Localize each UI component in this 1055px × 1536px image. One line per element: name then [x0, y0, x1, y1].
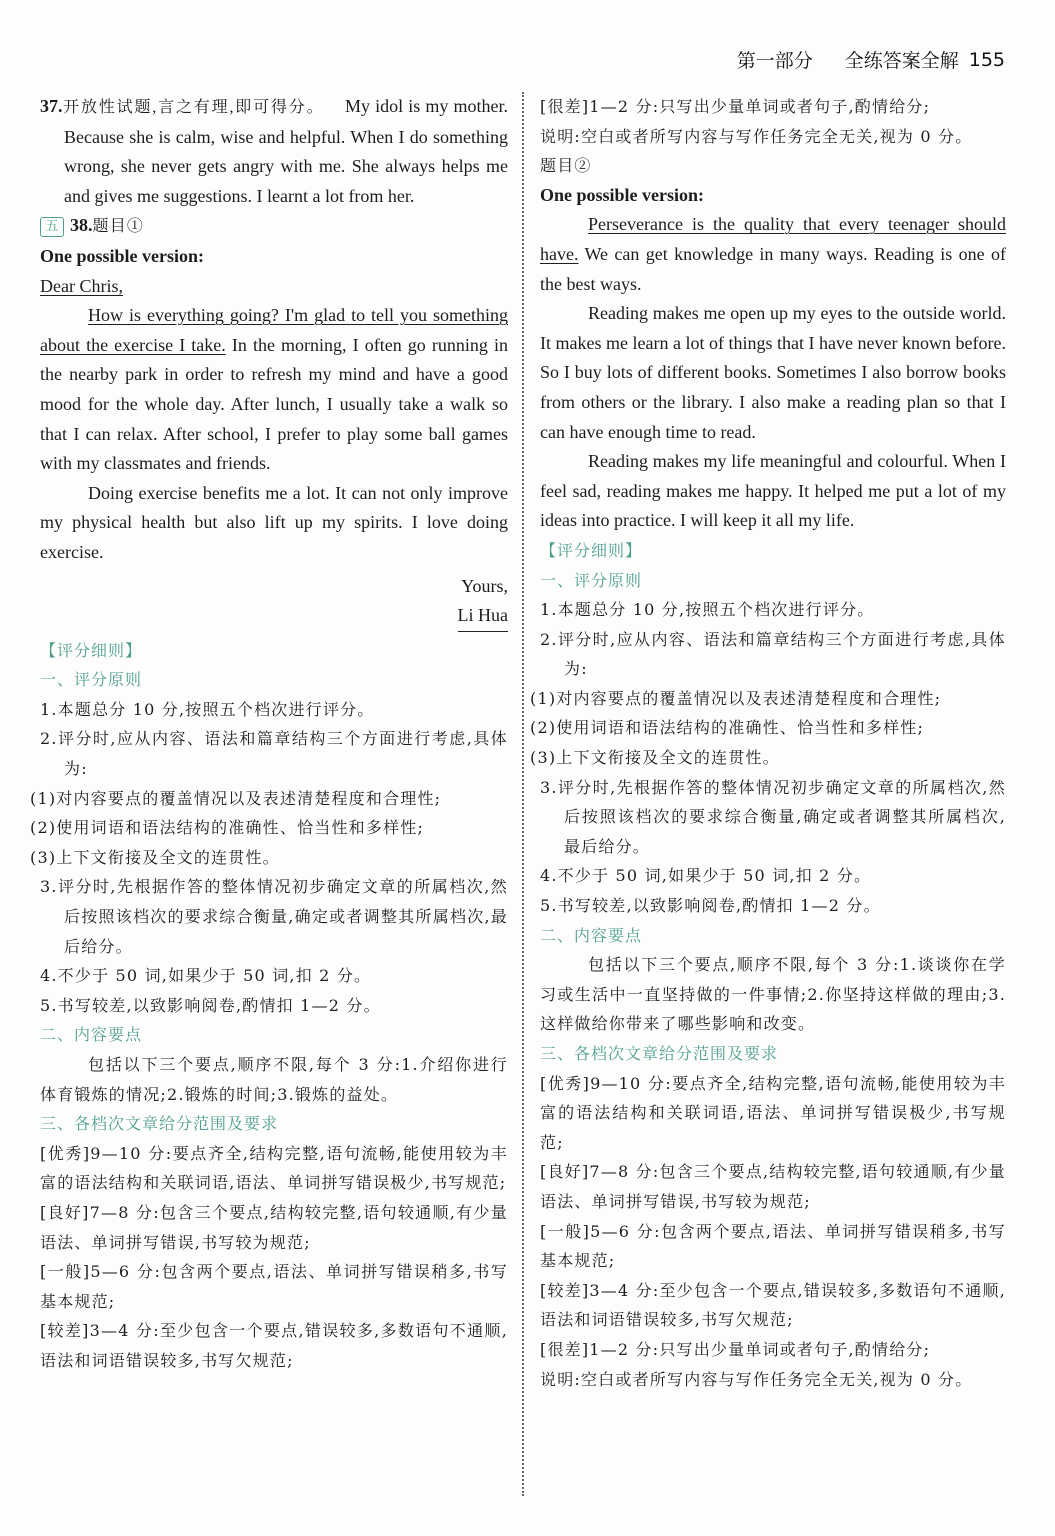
content-points: 包括以下三个要点,顺序不限,每个 3 分:1.介绍你进行体育锻炼的情况;2.锻炼的时间;3.锻炼的益处。	[40, 1055, 508, 1104]
topic-sentence: How is everything going? I'm glad to tell you something about the exercise I take.	[40, 305, 508, 355]
rubric-section-1-2: 一、评分原则	[540, 570, 643, 590]
rule-2c: (3)上下文衔接及全文的连贯性。	[30, 847, 280, 867]
essay-paragraph-2: Reading makes me open up my eyes to the outside world. It makes me learn a lot of things that I have never known before. So I buy lots of different books. Sometimes I also borrow books from others or the library. I also make a reading plan so that I can have enough time to read.	[540, 303, 1006, 442]
rule-2a: (1)对内容要点的覆盖情况以及表述清楚程度和合理性;	[30, 788, 442, 808]
essay-paragraph-1	[540, 210, 1006, 299]
column-divider	[522, 92, 524, 1496]
grade-poor: [较差]3—4 分:至少包含一个要点,错误较多,多数语句不通顺,语法和词语错误较多,书写欠规范;	[40, 1321, 508, 1370]
rubric-section-1: 一、评分原则	[40, 670, 143, 690]
rubric-section-3: 三、各档次文章给分范围及要求	[40, 1114, 279, 1134]
q38-title: 题目①	[92, 216, 145, 236]
letter-greeting	[40, 272, 508, 302]
book-title: 全练答案全解	[844, 50, 959, 72]
grade-very-poor-2: [很差]1—2 分:只写出少量单词或者句子,酌情给分;	[540, 1339, 931, 1359]
rubric-section-2: 二、内容要点	[40, 1025, 143, 1045]
note-prev: 说明:空白或者所写内容与写作任务完全无关,视为 0 分。	[540, 126, 973, 146]
essay-paragraph-3: Reading makes my life meaningful and colourful. When I feel sad, reading makes me happy. It helped me put a lot of my ideas into practice. I will keep it all my life.	[540, 451, 1006, 531]
grade-excellent-2: [优秀]9—10 分:要点齐全,结构完整,语句流畅,能使用较为丰富的语法结构和关联词语,语法、单词拼写错误极少,书写规范;	[540, 1073, 1006, 1152]
page-number: 155	[968, 48, 1005, 71]
paragraph-body: In the morning, I often go running in the nearby park in order to refresh my mind and have a good mood for the whole day. After lunch, I usually take a walk so that I can relax. After school, I prefer to play some ball games with my classmates and friends.	[40, 334, 508, 474]
rule-4: 4.不少于 50 词,如果少于 50 词,扣 2 分。	[40, 966, 372, 986]
q37-instruction: 开放性试题,言之有理,即可得分。	[62, 99, 325, 116]
q38-heading	[40, 211, 508, 242]
q38-number: 38.	[70, 215, 93, 236]
version-label: One possible version:	[40, 245, 205, 266]
left-column	[30, 92, 508, 1516]
rule-3-2: 3.评分时,先根据作答的整体情况初步确定文章的所属档次,然后按照该档次的要求综合衡量,确定或者调整其所属档次,最后给分。	[540, 777, 1006, 856]
topic-sentence-2: Perseverance is the quality that every teenager should have.	[540, 214, 1006, 264]
q37-answer	[40, 92, 508, 211]
grade-average-2: [一般]5—6 分:包含两个要点,语法、单词拼写错误稍多,书写基本规范;	[540, 1221, 1006, 1271]
rule-2: 2.评分时,应从内容、语法和篇章结构三个方面进行考虑,具体为:	[40, 729, 508, 779]
note-2: 说明:空白或者所写内容与写作任务完全无关,视为 0 分。	[540, 1369, 973, 1389]
grade-very-poor-prev: [很差]1—2 分:只写出少量单词或者句子,酌情给分;	[540, 97, 931, 116]
grade-excellent: [优秀]9—10 分:要点齐全,结构完整,语句流畅,能使用较为丰富的语法结构和关联词语,语法、单词拼写错误极少,书写规范;	[40, 1143, 508, 1193]
rule-5: 5.书写较差,以致影响阅卷,酌情扣 1—2 分。	[40, 995, 381, 1015]
rule-2-2: 2.评分时,应从内容、语法和篇章结构三个方面进行考虑,具体为:	[540, 629, 1006, 679]
letter-paragraph-2: Doing exercise benefits me a lot. It can not only improve my physical health but also lift up my spirits. I love doing exercise.	[40, 482, 508, 562]
rule-2a-2: (1)对内容要点的覆盖情况以及表述清楚程度和合理性;	[530, 688, 942, 708]
q37-essay: My idol is my mother. Because she is calm, wise and helpful. When I do something wrong, she never gets angry with me. She always helps me and gives me suggestions. I learnt a lot from her.	[64, 96, 508, 206]
rule-4-2: 4.不少于 50 词,如果少于 50 词,扣 2 分。	[540, 866, 872, 886]
grade-good: [良好]7—8 分:包含三个要点,结构较完整,语句较通顺,有少量语法、单词拼写错误,书写较为规范;	[40, 1202, 508, 1252]
rule-2b-2: (2)使用词语和语法结构的准确性、恰当性和多样性;	[530, 718, 925, 738]
rule-5-2: 5.书写较差,以致影响阅卷,酌情扣 1—2 分。	[540, 896, 881, 916]
page-header	[737, 46, 1005, 73]
paragraph-body-2: We can get knowledge in many ways. Reading is one of the best ways.	[540, 243, 1006, 294]
rubric-title: 【评分细则】	[40, 640, 143, 660]
content-points-2: 包括以下三个要点,顺序不限,每个 3 分:1.谈谈你在学习或生活中一直坚持做的一件事情;2.你坚持这样做的理由;3.这样做给你带来了哪些影响和改变。	[540, 955, 1006, 1034]
rubric-section-3-2: 三、各档次文章给分范围及要求	[540, 1044, 779, 1063]
signature-text: Li Hua	[458, 601, 508, 632]
rule-2c-2: (3)上下文衔接及全文的连贯性。	[530, 748, 780, 768]
section-badge: 五	[40, 217, 64, 237]
rule-1-2: 1.本题总分 10 分,按照五个档次进行评分。	[540, 600, 875, 620]
grade-good-2: [良好]7—8 分:包含三个要点,结构较完整,语句较通顺,有少量语法、单词拼写错误,书写较为规范;	[540, 1162, 1006, 1211]
rule-2b: (2)使用词语和语法结构的准确性、恰当性和多样性;	[30, 818, 425, 838]
rubric-section-2-2: 二、内容要点	[540, 925, 643, 945]
letter-closing: Yours,	[461, 575, 508, 596]
version-label-2: One possible version:	[540, 184, 705, 205]
rule-1: 1.本题总分 10 分,按照五个档次进行评分。	[40, 699, 375, 719]
rule-3: 3.评分时,先根据作答的整体情况初步确定文章的所属档次,然后按照该档次的要求综合衡量,确定或者调整其所属档次,最后给分。	[40, 877, 508, 956]
letter-paragraph-1	[40, 301, 508, 479]
letter-signature	[40, 601, 508, 632]
grade-average: [一般]5—6 分:包含两个要点,语法、单词拼写错误稍多,书写基本规范;	[40, 1262, 508, 1311]
section-label: 第一部分	[736, 50, 813, 72]
right-column	[530, 92, 1006, 1516]
greeting-text: Dear Chris,	[40, 275, 123, 296]
grade-poor-2: [较差]3—4 分:至少包含一个要点,错误较多,多数语句不通顺,语法和词语错误较多,书写欠规范;	[540, 1280, 1006, 1330]
q38-topic-2: 题目②	[540, 156, 592, 176]
rubric-title-2: 【评分细则】	[540, 540, 643, 560]
q37-number: 37.	[40, 96, 63, 116]
